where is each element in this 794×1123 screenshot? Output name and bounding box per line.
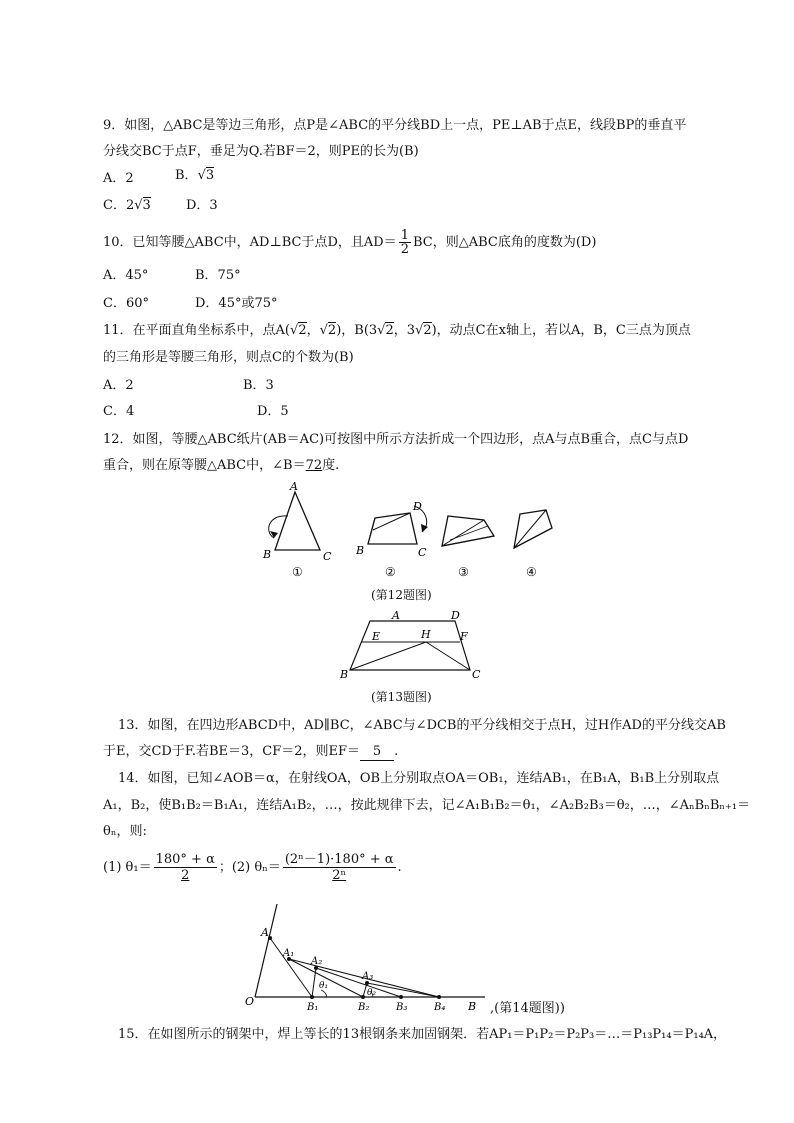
fig14-label-a1: A₁ [283, 948, 295, 959]
fig12-label-3: ③ [458, 565, 469, 579]
fig13-label-d: D [451, 609, 460, 622]
fig14-label-theta1: θ₁ [319, 981, 329, 991]
q11-line2: 的三角形是等腰三角形，则点C的个数为(B) [103, 350, 354, 365]
q12-line1: 12．如图，等腰△ABC纸片(AB＝AC)可按图中所示方法折成一个四边形，点A与点B重合，点C与点D [103, 432, 689, 447]
fig13-label-e: E [372, 630, 381, 643]
q10-option-a: A．45° [103, 268, 149, 283]
fig12-label-c2: C [418, 546, 427, 559]
fig14-label-b3: B₃ [396, 1002, 408, 1013]
q10-fraction: $\frac{1}{2}$ [400, 228, 409, 257]
q9-option-d: D．3 [186, 198, 218, 213]
q11-option-b: B．3 [243, 378, 274, 393]
fig13-label-f: F [460, 630, 468, 643]
q13-figure [335, 608, 485, 683]
q14-line2: A₁，B₂，使B₁B₂＝B₁A₁，连结A₁B₂，…，按此规律下去，记∠A₁B₁B₂＝θ₁，∠A₂B₂B₃＝θ₂，…，∠AₙBₙBₙ₊₁＝ [103, 798, 751, 813]
q9-option-a: A．2 [103, 171, 134, 186]
q15-line1: 15．在如图所示的钢架中，焊上等长的13根钢条来加固钢架．若AP₁＝P₁P₂＝P₂P₃＝…＝P₁₃P₁₄＝P₁₄A， [118, 1027, 727, 1042]
q14-answer1: $\frac{180^\circ + \alpha}{2}$ [155, 852, 215, 883]
q13-line2: 于E，交CD于F.若BE＝3，CF＝2，则EF＝ 5 . [103, 744, 399, 759]
q13-line1: 13．如图，在四边形ABCD中，AD∥BC，∠ABC与∠DCB的平分线相交于点H，过H作AD的平分线交AB [118, 718, 726, 733]
fig14-label-a: A [261, 926, 269, 939]
fig13-label-b: B [340, 668, 349, 681]
fig14-label-a2: A₂ [311, 956, 323, 967]
q14-answers: (1) θ₁＝ $\frac{180^\circ + \alpha}{2}$ ；(2) θₙ＝ $\frac{\text{(2ⁿ－1)·180° + α}}{\text{2ⁿ}}$ . [103, 852, 402, 883]
fig13-label-c: C [472, 668, 481, 681]
fig12-label-d: D [413, 500, 422, 513]
fig14-label-b4: B₄ [434, 1002, 446, 1013]
fig14-label-b: B [468, 1000, 477, 1013]
fig12-label-b: B [263, 548, 272, 561]
q9-line2: 分线交BC于点F，垂足为Q.若BF＝2，则PE的长为(B) [103, 144, 419, 159]
q14-figure [235, 900, 495, 1015]
fig14-label-a3: A₃ [362, 971, 374, 982]
q10-option-c: C．60° [103, 296, 149, 311]
q10-option-b: B．75° [195, 268, 241, 283]
fig12-label-c: C [323, 550, 332, 563]
q9-option-b: B．√3 [175, 168, 215, 183]
fig13-label-h: H [421, 628, 431, 641]
fig14-label-theta2: θ₂ [367, 988, 377, 998]
fig12-label-4: ④ [526, 565, 537, 579]
q14-answer2: $\frac{\text{(2ⁿ－1)·180° + α}}{\text{2ⁿ}}$ [284, 852, 394, 883]
fig12-label-2: ② [385, 565, 396, 579]
q11-option-a: A．2 [103, 378, 134, 393]
fig14-label-b2: B₂ [358, 1002, 370, 1013]
q10-line1: 10．已知等腰△ABC中，AD⊥BC于点D，且AD＝ $\frac{1}{2}$ BC，则△ABC底角的度数为(D) [103, 228, 597, 257]
q10-option-d: D．45°或75° [195, 296, 278, 311]
q11-line1: 11．在平面直角坐标系中，点A(√2，√2)，B(3√2，3√2)，动点C在x轴上，若以A，B，C三点为顶点 [103, 323, 691, 338]
q14-line3: θₙ，则: [103, 824, 147, 839]
q12-caption: (第12题图) [371, 588, 432, 602]
q11-option-d: D．5 [257, 404, 289, 419]
fig13-label-a: A [392, 609, 400, 622]
fig14-label-b1: B₁ [307, 1002, 319, 1013]
fig12-label-1: ① [292, 565, 303, 579]
q12-figure [250, 480, 580, 580]
q9-line1: 9．如图，△ABC是等边三角形，点P是∠ABC的平分线BD上一点，PE⊥AB于点E，线段BP的垂直平 [103, 118, 687, 133]
q14-line1: 14．如图，已知∠AOB＝α，在射线OA，OB上分别取点OA＝OB₁，连结AB₁，在B₁A，B₁B上分别取点 [118, 771, 720, 786]
q11-option-c: C．4 [103, 404, 135, 419]
fig12-label-b2: B [356, 544, 365, 557]
fig12-label-a: A [290, 480, 298, 493]
q14-caption: ,(第14题图)) [490, 1001, 565, 1016]
q9-option-c: C．2√3 [103, 198, 151, 213]
q12-line2: 重合，则在原等腰△ABC中，∠B＝72度. [103, 458, 340, 473]
fig14-label-o: O [245, 995, 255, 1008]
q13-caption: (第13题图) [371, 690, 432, 704]
